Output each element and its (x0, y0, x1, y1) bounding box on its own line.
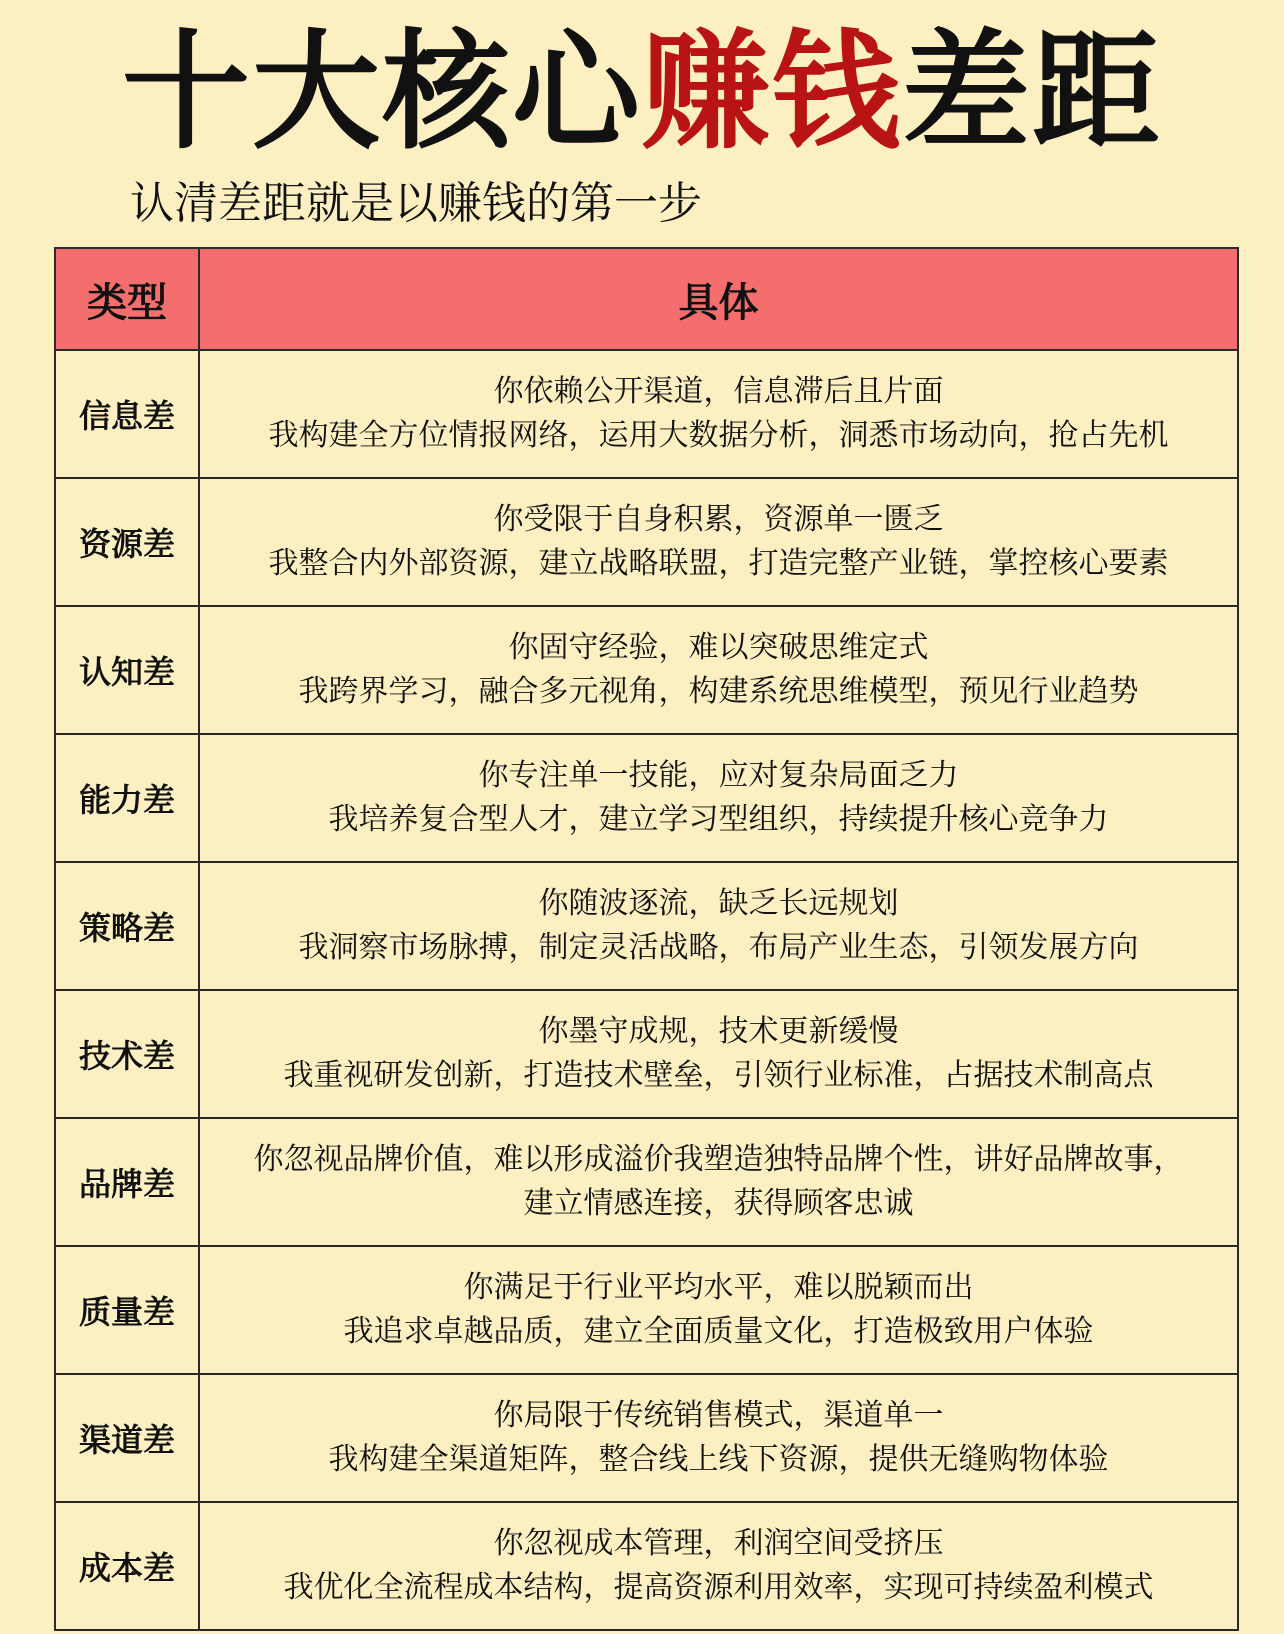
page-title (0, 18, 1284, 167)
row-type: 能力差 (55, 734, 199, 862)
detail-line-me: 我构建全渠道矩阵，整合线上线下资源，提供无缝购物体验 (328, 1442, 1109, 1477)
row-detail (199, 862, 1238, 990)
row-type: 品牌差 (55, 1118, 199, 1246)
row-type: 渠道差 (55, 1374, 199, 1502)
row-detail (199, 990, 1238, 1118)
row-type: 成本差 (55, 1502, 199, 1630)
detail-line-me: 我培养复合型人才，建立学习型组织，持续提升核心竞争力 (328, 802, 1109, 837)
table-row (55, 862, 1238, 990)
row-type: 质量差 (55, 1246, 199, 1374)
row-detail (199, 1246, 1238, 1374)
row-type: 策略差 (55, 862, 199, 990)
gap-table (54, 247, 1239, 1631)
table-row (55, 1118, 1238, 1246)
row-type: 技术差 (55, 990, 199, 1118)
table-row (55, 350, 1238, 478)
title-highlight: 赚钱 (641, 18, 902, 167)
table-row (55, 606, 1238, 734)
detail-line-me: 我跨界学习，融合多元视角，构建系统思维模型，预见行业趋势 (298, 674, 1139, 709)
table-row (55, 1246, 1238, 1374)
row-type: 信息差 (55, 350, 199, 478)
detail-line-you: 你墨守成规，技术更新缓慢 (538, 1014, 899, 1049)
title-part-2: 差距 (902, 18, 1163, 167)
detail-line-you: 你随波逐流，缺乏长远规划 (538, 886, 899, 921)
detail-line-you: 你局限于传统销售模式，渠道单一 (493, 1398, 944, 1433)
row-type: 资源差 (55, 478, 199, 606)
row-detail (199, 1118, 1238, 1246)
header-type: 类型 (55, 248, 199, 350)
row-detail (199, 1502, 1238, 1630)
table-row (55, 1502, 1238, 1630)
row-detail (199, 734, 1238, 862)
detail-line-you: 你依赖公开渠道，信息滞后且片面 (493, 374, 944, 409)
detail-line-me: 我洞察市场脉搏，制定灵活战略，布局产业生态，引领发展方向 (298, 930, 1139, 965)
row-detail (199, 478, 1238, 606)
detail-line-you: 你专注单一技能，应对复杂局面乏力 (478, 758, 959, 793)
detail-line-you: 你受限于自身积累，资源单一匮乏 (493, 502, 944, 537)
detail-line-me: 我构建全方位情报网络，运用大数据分析，洞悉市场动向，抢占先机 (268, 418, 1169, 453)
row-detail (199, 606, 1238, 734)
table-row (55, 990, 1238, 1118)
detail-line-you: 你忽视品牌价值，难以形成溢价我塑造独特品牌个性，讲好品牌故事， (253, 1142, 1184, 1177)
table-header-row (55, 248, 1238, 350)
detail-line-me: 我追求卓越品质，建立全面质量文化，打造极致用户体验 (343, 1314, 1094, 1349)
detail-line-me: 我优化全流程成本结构，提高资源利用效率，实现可持续盈利模式 (283, 1570, 1154, 1605)
detail-line-me: 建立情感连接，获得顾客忠诚 (523, 1186, 914, 1221)
row-detail (199, 350, 1238, 478)
detail-line-you: 你满足于行业平均水平，难以脱颖而出 (463, 1270, 974, 1305)
row-detail (199, 1374, 1238, 1502)
title-part-1: 十大核心 (121, 18, 642, 167)
detail-line-me: 我整合内外部资源，建立战略联盟，打造完整产业链，掌控核心要素 (268, 546, 1169, 581)
table-row (55, 478, 1238, 606)
row-type: 认知差 (55, 606, 199, 734)
detail-line-you: 你固守经验，难以突破思维定式 (508, 630, 929, 665)
table-row (55, 1374, 1238, 1502)
table-row (55, 734, 1238, 862)
header-detail: 具体 (199, 248, 1238, 350)
page-subtitle: 认清差距就是以赚钱的第一步 (130, 178, 702, 229)
detail-line-me: 我重视研发创新，打造技术壁垒，引领行业标准，占据技术制高点 (283, 1058, 1154, 1093)
detail-line-you: 你忽视成本管理，利润空间受挤压 (493, 1526, 944, 1561)
